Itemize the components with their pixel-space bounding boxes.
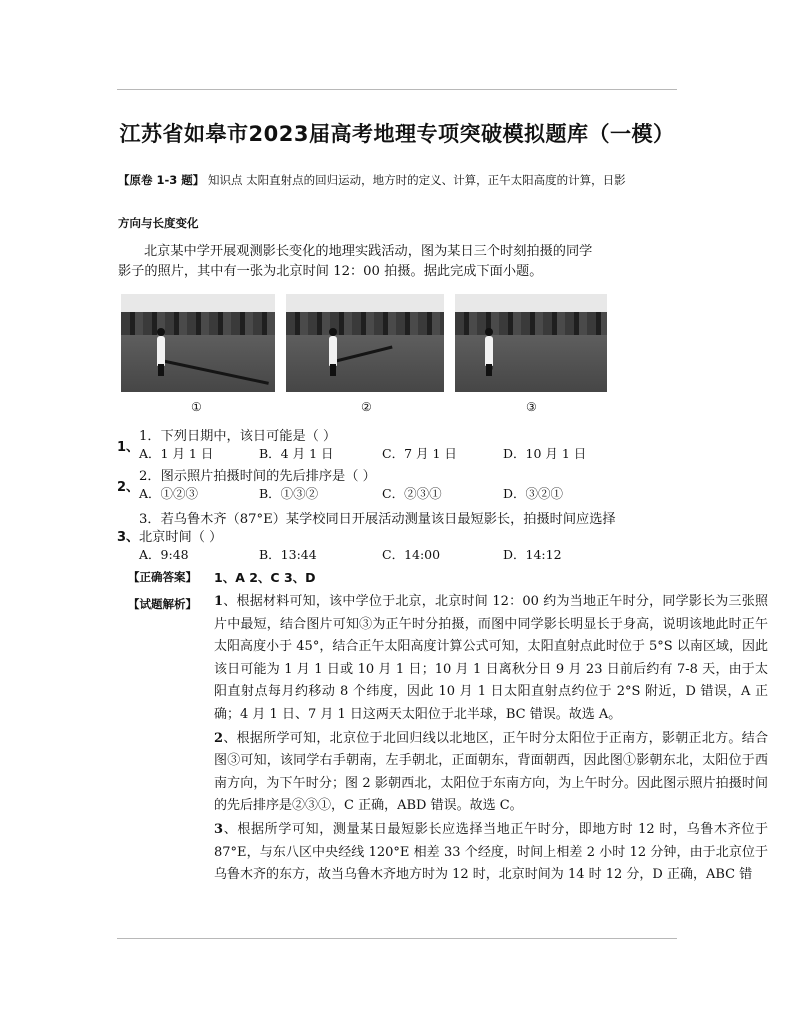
passage-line-2: 影子的照片，其中有一张为北京时间 12：00 拍摄。据此完成下面小题。 bbox=[118, 264, 543, 279]
answer-text: 1、A 2、C 3、D bbox=[214, 570, 316, 585]
photo-1 bbox=[121, 294, 275, 392]
analysis-paragraph-2-number: 2 bbox=[214, 730, 224, 746]
question-3-stem-line-2: 北京时间（ ） bbox=[139, 530, 223, 545]
question-1-option-a: A．1 月 1 日 bbox=[139, 446, 214, 461]
question-2-option-a: A．①②③ bbox=[139, 486, 199, 501]
question-2-stem: 2．图示照片拍摄时间的先后排序是（ ） bbox=[139, 469, 376, 484]
analysis-paragraph-3-body: 、根据所学可知，测量某日最短影长应选择当地正午时分，即地方时 12 时，乌鲁木齐位于 87°E，与东八区中央经线 120°E 相差 33 个经度，时间上相差 2 小时 12 分钟，由于北京位于乌鲁木齐的东方，故当乌鲁木齐地方时为 12 时，北京时间为 14 时 12 分，D 正确，ABC 错 bbox=[214, 821, 768, 883]
question-3-option-d: D．14:12 bbox=[503, 547, 562, 562]
question-3-option-a: A．9:48 bbox=[139, 547, 189, 562]
question-1-option-b: B．4 月 1 日 bbox=[259, 446, 334, 461]
photo-caption-3: ③ bbox=[526, 400, 537, 414]
question-3-number: 3、 bbox=[117, 530, 140, 545]
question-2-option-c: C．②③① bbox=[382, 486, 442, 501]
question-1-option-c: C．7 月 1 日 bbox=[382, 446, 457, 461]
analysis-text bbox=[214, 591, 768, 888]
analysis-paragraph-1-number: 1 bbox=[214, 594, 224, 609]
question-1-stem: 1．下列日期中，该日可能是（ ） bbox=[139, 429, 337, 444]
question-2-number: 2、 bbox=[117, 480, 140, 495]
photo-caption-2: ② bbox=[361, 400, 372, 414]
photo-2 bbox=[286, 294, 444, 392]
source-tag: 【原卷 1-3 题】 bbox=[118, 173, 205, 187]
passage-line-1: 北京某中学开展观测影长变化的地理实践活动，图为某日三个时刻拍摄的同学 bbox=[144, 244, 593, 259]
passage bbox=[118, 242, 678, 282]
analysis-paragraph-3-number: 3 bbox=[214, 821, 224, 837]
analysis-label: 【试题解析】 bbox=[128, 597, 197, 611]
question-1-option-d: D．10 月 1 日 bbox=[503, 446, 587, 461]
points-text: 太阳直射点的回归运动，地方时的定义、计算，正午太阳高度的计算，日影 bbox=[246, 173, 626, 187]
answer-label: 【正确答案】 bbox=[128, 570, 197, 584]
analysis-paragraph-1 bbox=[214, 591, 768, 727]
question-1-number: 1、 bbox=[117, 440, 140, 455]
question-3-stem: 3．若乌鲁木齐（87°E）某学校同日开展活动测量该日最短影长，拍摄时间应选择 bbox=[139, 512, 616, 527]
points-label: 知识点 bbox=[207, 173, 243, 187]
photo-3 bbox=[455, 294, 607, 392]
question-2-option-d: D．③②① bbox=[503, 486, 564, 501]
analysis-paragraph-3 bbox=[214, 819, 768, 887]
page-title: 江苏省如皋市2023届高考地理专项突破模拟题库（一模） bbox=[119, 122, 675, 146]
question-2-option-b: B．①③② bbox=[259, 486, 319, 501]
analysis-paragraph-2-body: 、根据所学可知，北京位于北回归线以北地区，正午时分太阳位于正南方，影朝正北方。结合图③可知，该同学右手朝南，左手朝北，正面朝东，背面朝西，因此图①影朝东北，太阳位于西南方向，为下午时分；图 2 影朝西北，太阳位于东南方向，为上午时分。因此图示照片拍摄时间的先后排序是②③①，C 正确，ABD 错误。故选 C。 bbox=[214, 730, 768, 814]
subtopic-line: 方向与长度变化 bbox=[118, 216, 199, 230]
question-3-option-b: B．13:44 bbox=[259, 547, 317, 562]
question-3-option-c: C．14:00 bbox=[382, 547, 441, 562]
photo-caption-1: ① bbox=[191, 400, 202, 414]
analysis-paragraph-1-body: 、根据材料可知，该中学位于北京，北京时间 12：00 约为当地正午时分，同学影长为三张照片中最短，结合图片可知③为正午时分拍摄，而图中同学影长明显长于身高，说明该地此时正午太阳高度小于 45°，结合正午太阳高度计算公式可知，太阳直射点此时位于 5°S 以南区域，因此该日可能为 1 月 1 日或 10 月 1 日；10 月 1 日离秋分日 9 月 23 日前后约有 7-8 天，由于太阳直射点每月约移动 8 个纬度，因此 10 月 1 日太阳直射点约位于 2°S 附近，D 错误，A 正确；4 月 1 日、7 月 1 日这两天太阳位于北半球，BC 错误。故选 A。 bbox=[214, 594, 768, 722]
bottom-rule bbox=[117, 938, 677, 939]
top-rule bbox=[117, 89, 677, 90]
knowledge-points bbox=[118, 172, 626, 188]
analysis-paragraph-2 bbox=[214, 728, 768, 818]
